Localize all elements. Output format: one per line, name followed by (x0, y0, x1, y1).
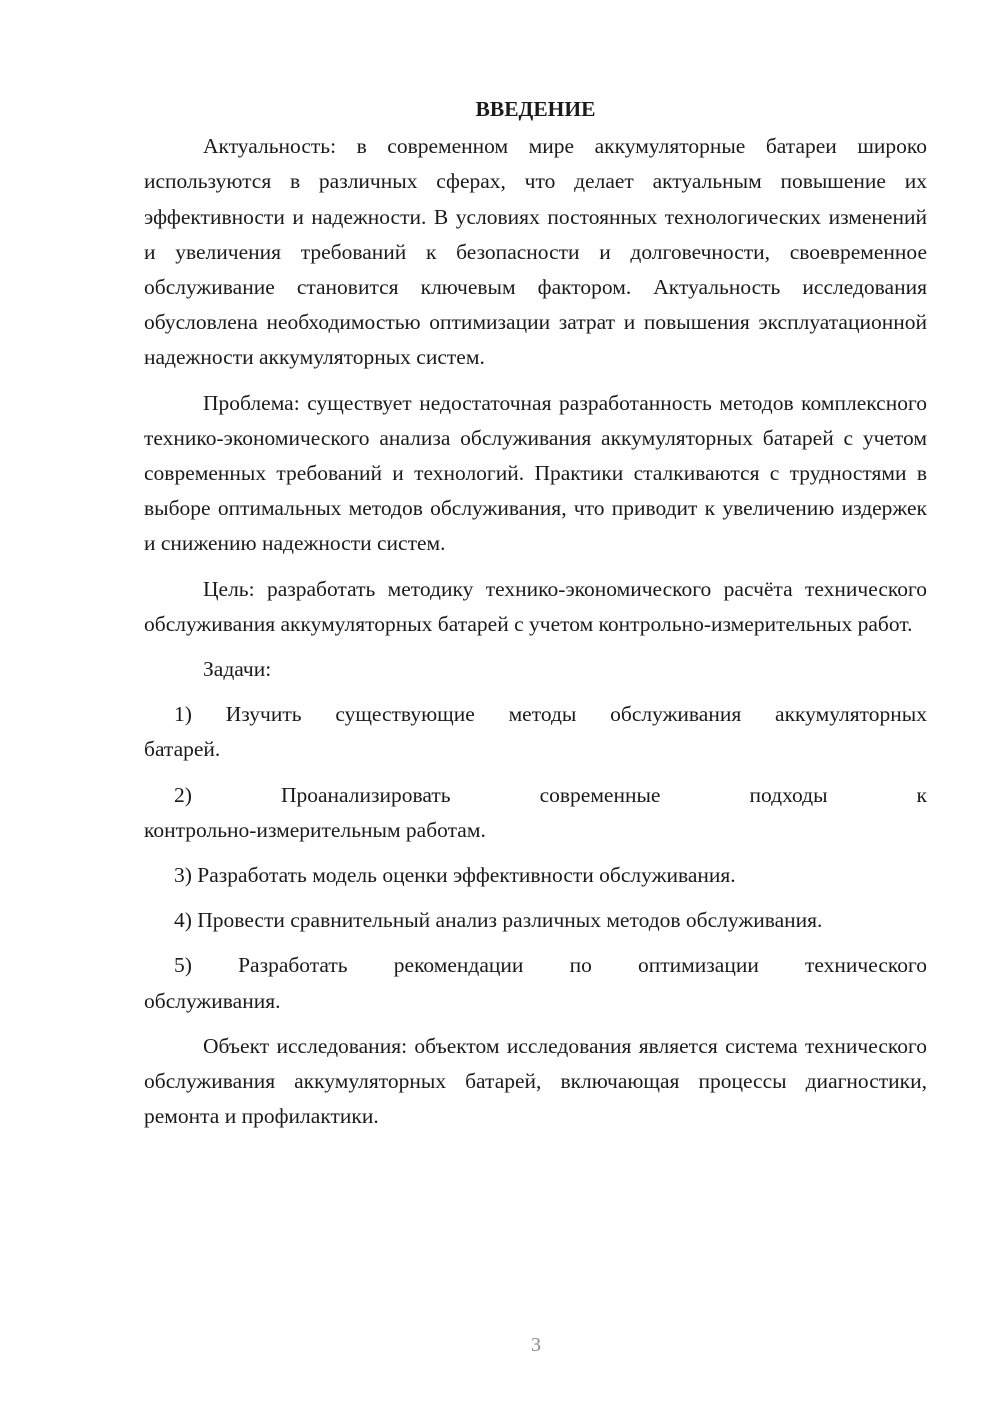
task-5-line-1: 5) Разработать рекомендации по оптимизации технического (174, 953, 927, 978)
task-3-line-1: 3) Разработать модель оценки эффективности обслуживания. (174, 863, 736, 888)
section-title: ВВЕДЕНИЕ (475, 97, 596, 121)
problem-paragraph: Проблема: существует недостаточная разработанность методов комплексного технико-экономического анализа обслуживания аккумуляторных батарей с учетом современных требований и технологий. Практики сталкиваются с трудностями в выборе оптимальных методов обслуживания, что приводит к увеличению издержек и снижению надежности систем. (144, 390, 927, 556)
document-body (144, 92, 927, 1134)
relevance-paragraph: Актуальность: в современном мире аккумуляторные батареи широко используются в различных сферах, что делает актуальным повышение их эффективности и надежности. В условиях постоянных технологических изменений и увеличения требований к безопасности и долговечности, своевременное обслуживание становится ключевым фактором. Актуальность исследования обусловлена необходимостью оптимизации затрат и повышения эксплуатационной надежности аккумуляторных систем. (144, 134, 927, 370)
task-item-2 (144, 778, 927, 848)
task-5-line-2: обслуживания. (144, 988, 281, 1013)
object-paragraph: Объект исследования: объектом исследования является система технического обслуживания аккумуляторных батарей, включающая процессы диагностики, ремонта и профилактики. (144, 1033, 927, 1129)
task-2-line-1: 2) Проанализировать современные подходы к (174, 782, 927, 807)
task-item-4 (144, 903, 927, 938)
tasks-heading: Задачи: (203, 657, 272, 682)
task-item-1 (144, 697, 927, 767)
task-1-line-1: 1) Изучить существующие методы обслуживания аккумуляторных (174, 702, 927, 727)
goal-paragraph: Цель: разработать методику технико-экономического расчёта технического обслуживания аккумуляторных батарей с учетом контрольно-измерительных работ. (144, 576, 927, 636)
page-number: 3 (531, 1334, 541, 1356)
task-1-line-2: батарей. (144, 737, 221, 762)
task-4-line-1: 4) Провести сравнительный анализ различных методов обслуживания. (174, 908, 823, 933)
task-item-3 (144, 858, 927, 893)
task-2-line-2: контрольно-измерительным работам. (144, 817, 486, 842)
task-item-5 (144, 948, 927, 1018)
